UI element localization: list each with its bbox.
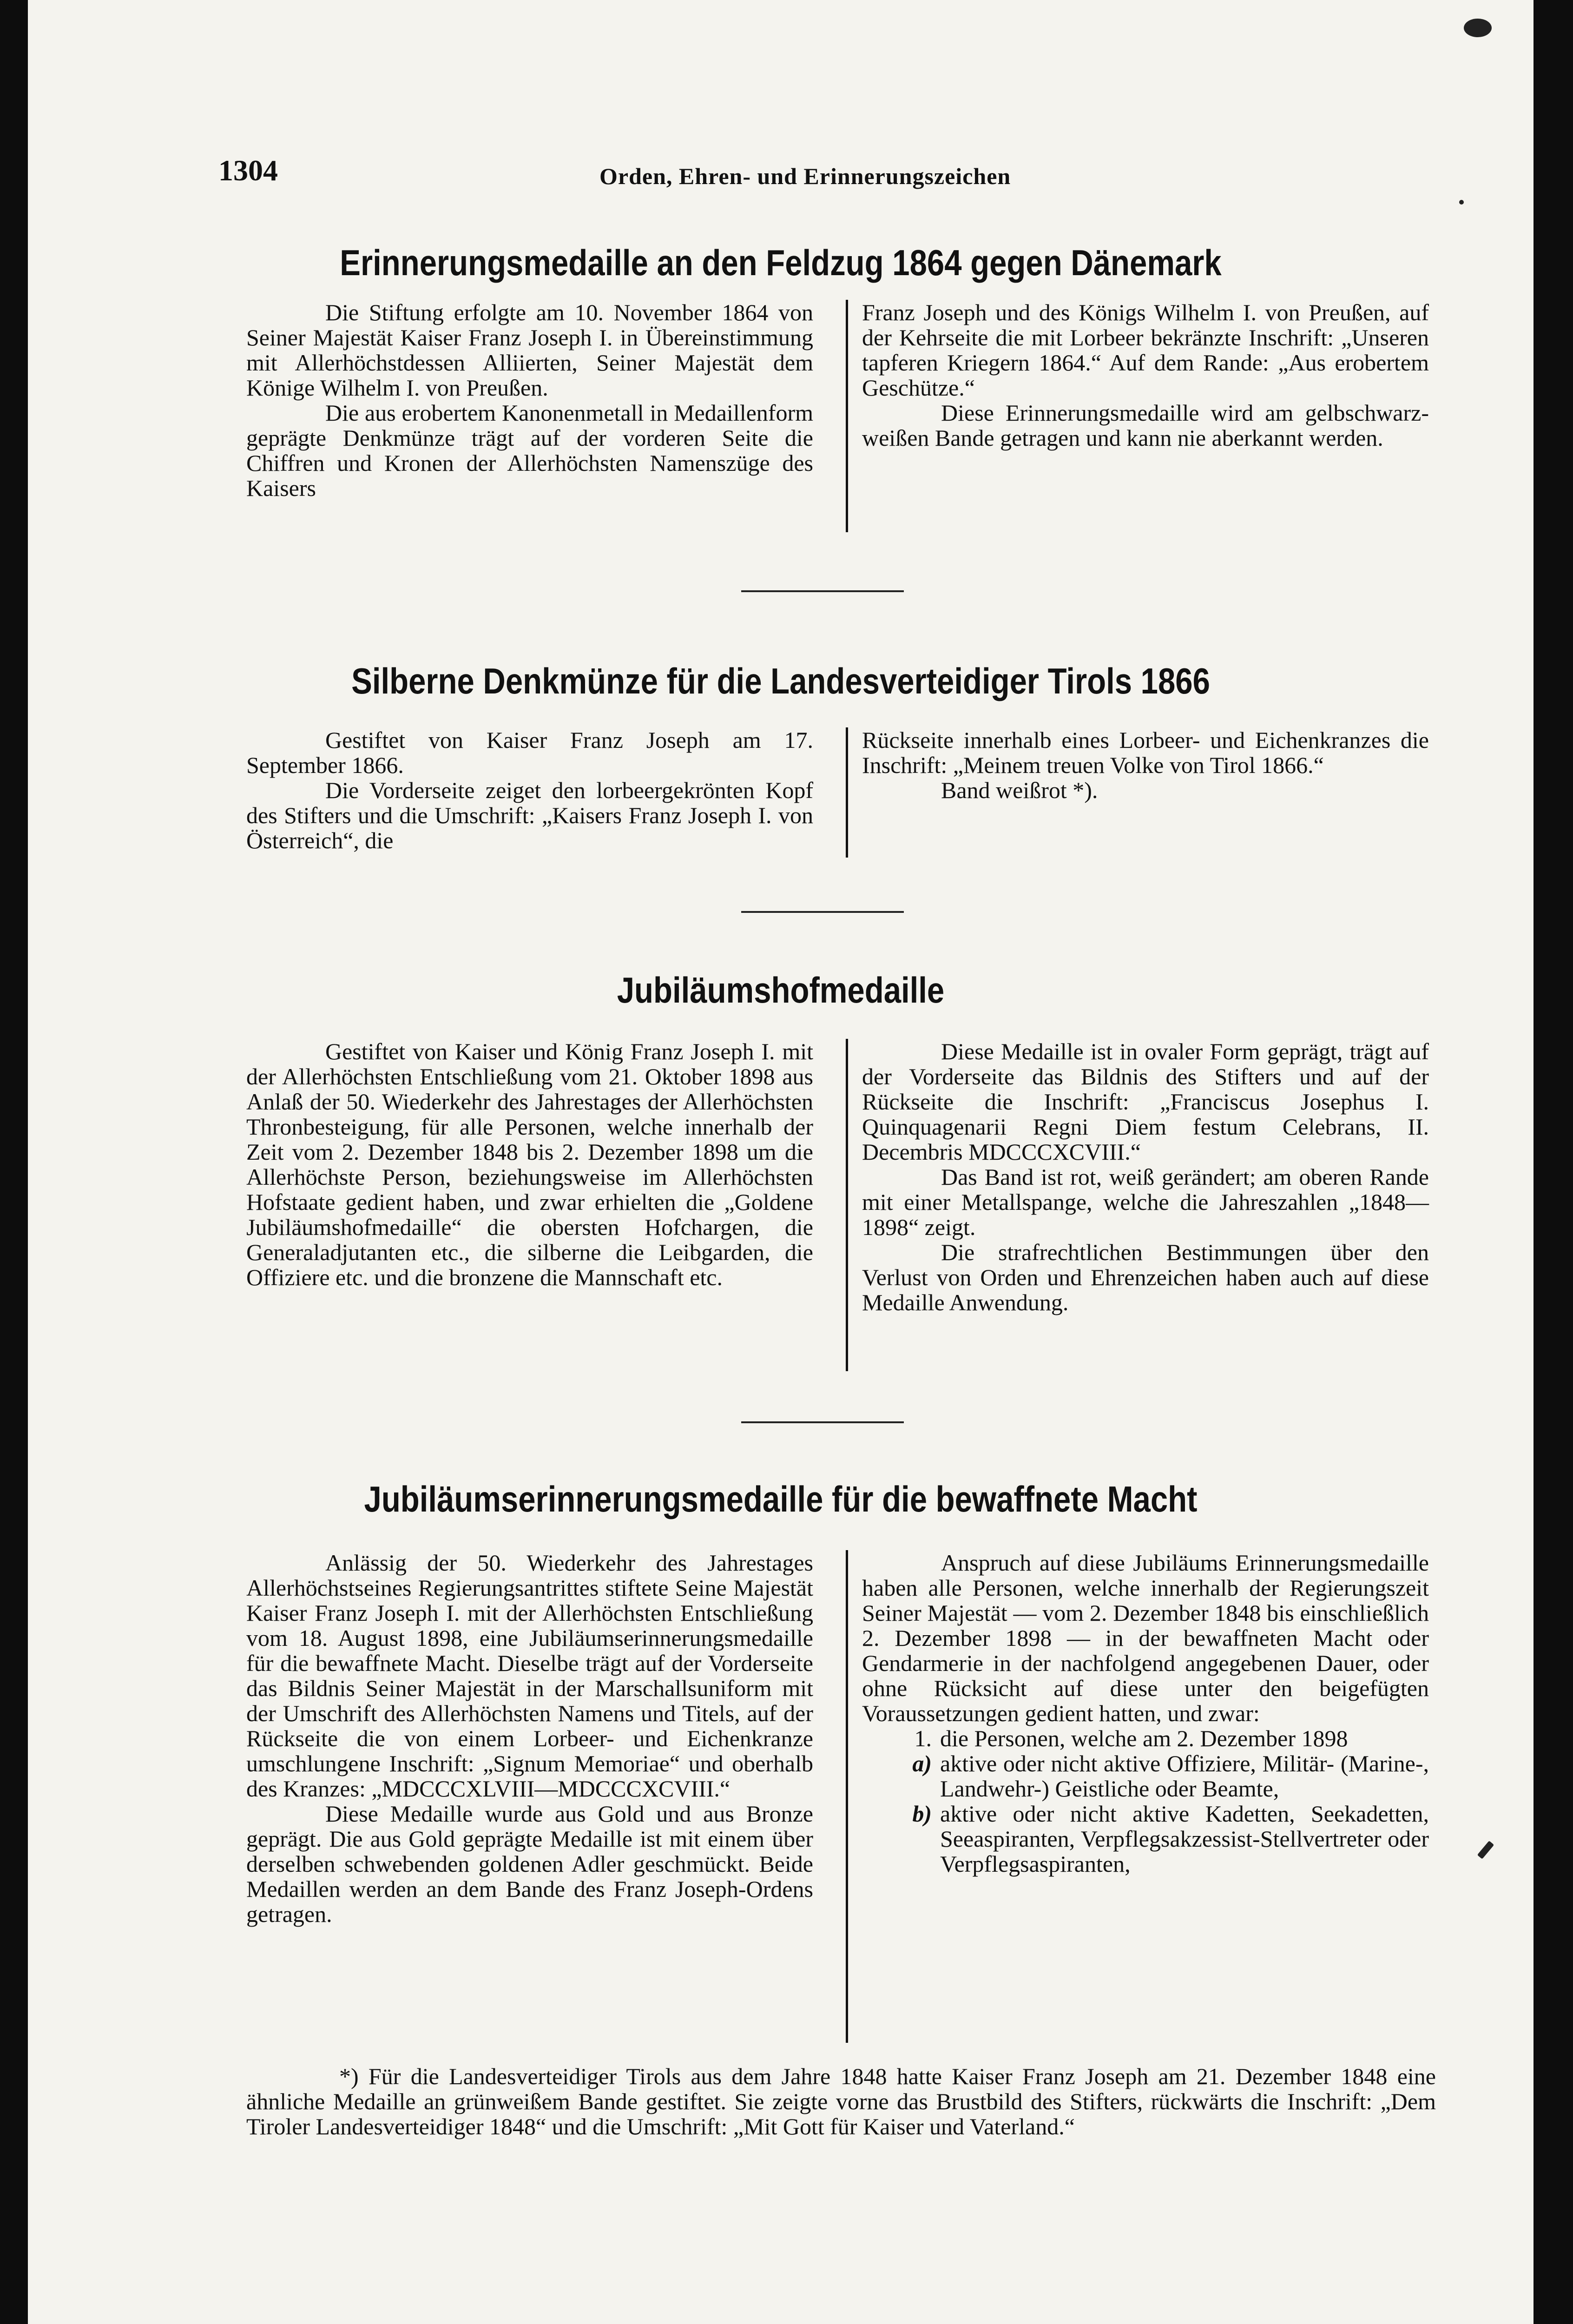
left-column: [246, 727, 813, 853]
section-title-2: Silberne Denkmünze für die Landesverteidiger Tirols 1866: [351, 660, 1210, 701]
scan-speck: [1464, 19, 1492, 37]
paragraph: Diese Medaille wurde aus Gold und aus Bronze geprägt. Die aus Gold geprägte Medaille ist mit einem über derselben schwebenden goldenen Adler geschmückt. Beide Medaillen werden an dem Bande des Franz Joseph-Ordens getragen.: [246, 1801, 813, 1927]
paragraph: Gestiftet von Kaiser Franz Joseph am 17. September 1866.: [246, 727, 813, 778]
paragraph: Diese Medaille ist in ovaler Form geprägt, trägt auf der Vorderseite das Bildnis des Stifters und auf der Rückseite die Inschrift: „Franciscus Josephus I. Quinquagenarii Regni Diem festum Celebrans, II. Decembris MDCCCXCVIII.“: [862, 1038, 1429, 1165]
left-column: [246, 1039, 813, 1290]
column-rule: [846, 1039, 848, 1371]
paragraph: Franz Joseph und des Königs Wilhelm I. von Preußen, auf der Kehrseite die mit Lorbeer bekränzte Inschrift: „Unseren tapferen Kriegern 1864.“ Auf dem Rande: „Aus erobertem Geschütze.“: [862, 299, 1429, 401]
paragraph: Anlässig der 50. Wiederkehr des Jahrestages Allerhöchstseines Regierungsantrittes stiftete Seine Majestät Kaiser Franz Joseph I. mit der Allerhöchsten Entschließung vom 18. August 1898, eine Jubiläumserinnerungsmedaille für die bewaffnete Macht. Dieselbe trägt auf der Vorderseite das Bildnis Seiner Majestät in der Marschallsuniform mit der Umschrift des Allerhöchsten Namens und Titels, auf der Rückseite die von einem Lorbeer- und Eichenkranze umschlungene Inschrift: „Signum Memoriae“ und oberhalb des Kranzes: „MDCCCXLVIII—MDCCCXCVIII.“: [246, 1550, 813, 1802]
page-number: 1304: [218, 154, 278, 187]
list-label: 1.: [914, 1725, 932, 1751]
paragraph: Anspruch auf diese Jubiläums Erinnerungsmedaille haben alle Personen, welche innerhalb der Regierungszeit Seiner Majestät — vom 2. Dezember 1848 bis einschließlich 2. Dezember 1898 — in der bewaffneten Macht oder Gendarmerie in der nachfolgend angegebenen Dauer, oder ohne Rücksicht auf diese unter den beigefügten Voraussetzungen gedient hatten, und zwar:: [862, 1550, 1429, 1726]
paragraph: Diese Erinnerungsmedaille wird am gelbschwarz-weißen Bande getragen und kann nie aberkannt werden.: [862, 400, 1429, 451]
page-header: [218, 153, 1343, 200]
section-title-3: Jubiläumshofmedaille: [617, 970, 945, 1010]
paragraph: Die Vorderseite zeiget den lorbeergekrönten Kopf des Stifters und die Umschrift: „Kaisers Franz Joseph I. von Österreich“, die: [246, 777, 813, 853]
right-column: [862, 727, 1429, 803]
list-item: [862, 1726, 1429, 1751]
scan-speck: [1477, 1841, 1494, 1859]
list-item: [862, 1751, 1429, 1801]
section-title-1: Erinnerungsmedaille an den Feldzug 1864 gegen Dänemark: [340, 242, 1222, 283]
right-column: [862, 300, 1429, 450]
page: [28, 0, 1534, 2324]
section-separator: [741, 1421, 904, 1423]
list-text: aktive oder nicht aktive Kadetten, Seekadetten, Seeaspiranten, Verpflegsakzessist-Stellvertreter oder Verpflegsaspiranten,: [940, 1801, 1429, 1877]
paragraph: Rückseite innerhalb eines Lorbeer- und Eichenkranzes die Inschrift: „Meinem treuen Volke von Tirol 1866.“: [862, 727, 1429, 778]
section-separator: [741, 590, 904, 592]
paragraph: Gestiftet von Kaiser und König Franz Joseph I. mit der Allerhöchsten Entschließung vom 21. Oktober 1898 aus Anlaß der 50. Wiederkehr des Jahrestages der Allerhöchsten Thronbesteigung, für alle Personen, welche innerhalb der Zeit vom 2. Dezember 1848 bis 2. Dezember 1898 um die Allerhöchste Person, beziehungsweise im Allerhöchsten Hofstaate gedient haben, und zwar erhielten die „Goldene Jubiläumshofmedaille“ die obersten Hofchargen, die Generaladjutanten etc., die silberne die Leibgarden, die Offiziere etc. und die bronzene die Mannschaft etc.: [246, 1038, 813, 1290]
column-rule: [846, 727, 848, 858]
list-text: aktive oder nicht aktive Offiziere, Militär- (Marine-, Landwehr-) Geistliche oder Beamte,: [940, 1750, 1429, 1802]
column-rule: [846, 300, 848, 532]
running-head: Orden, Ehren- und Erinnerungszeichen: [599, 163, 1011, 189]
paragraph: Die aus erobertem Kanonenmetall in Medaillenform geprägte Denkmünze trägt auf der vorderen Seite die Chiffren und Kronen der Allerhöchsten Namenszüge des Kaisers: [246, 400, 813, 501]
section-title-4: Jubiläumserinnerungsmedaille für die bewaffnete Macht: [364, 1479, 1198, 1519]
scan-speck: [1459, 200, 1464, 205]
list-text: die Personen, welche am 2. Dezember 1898: [940, 1725, 1348, 1751]
section-separator: [741, 911, 904, 913]
paragraph: Die strafrechtlichen Bestimmungen über den Verlust von Orden und Ehrenzeichen haben auch auf diese Medaille Anwendung.: [862, 1239, 1429, 1315]
right-column: [862, 1550, 1429, 1876]
footnote: [246, 2064, 1436, 2139]
footnote-text: *) Für die Landesverteidiger Tirols aus dem Jahre 1848 hatte Kaiser Franz Joseph am 21. Dezember 1848 eine ähnliche Medaille an grünweißem Bande gestiftet. Sie zeigte vorne das Brustbild des Stifters, rückwärts die Inschrift: „Dem Tiroler Landesverteidiger 1848“ und die Umschrift: „Mit Gott für Kaiser und Vaterland.“: [246, 2063, 1436, 2139]
left-column: [246, 1550, 813, 1927]
list-label: b): [912, 1801, 932, 1827]
column-rule: [846, 1550, 848, 2043]
paragraph: Das Band ist rot, weiß gerändert; am oberen Rande mit einer Metallspange, welche die Jahreszahlen „1848—1898“ zeigt.: [862, 1164, 1429, 1240]
list-label: a): [912, 1750, 932, 1776]
right-column: [862, 1039, 1429, 1315]
left-column: [246, 300, 813, 501]
paragraph: Band weißrot *).: [941, 777, 1098, 803]
list-item: [862, 1801, 1429, 1876]
paragraph: Die Stiftung erfolgte am 10. November 1864 von Seiner Majestät Kaiser Franz Joseph I. in Übereinstimmung mit Allerhöchstdessen Alliierten, Seiner Majestät dem Könige Wilhelm I. von Preußen.: [246, 299, 813, 401]
